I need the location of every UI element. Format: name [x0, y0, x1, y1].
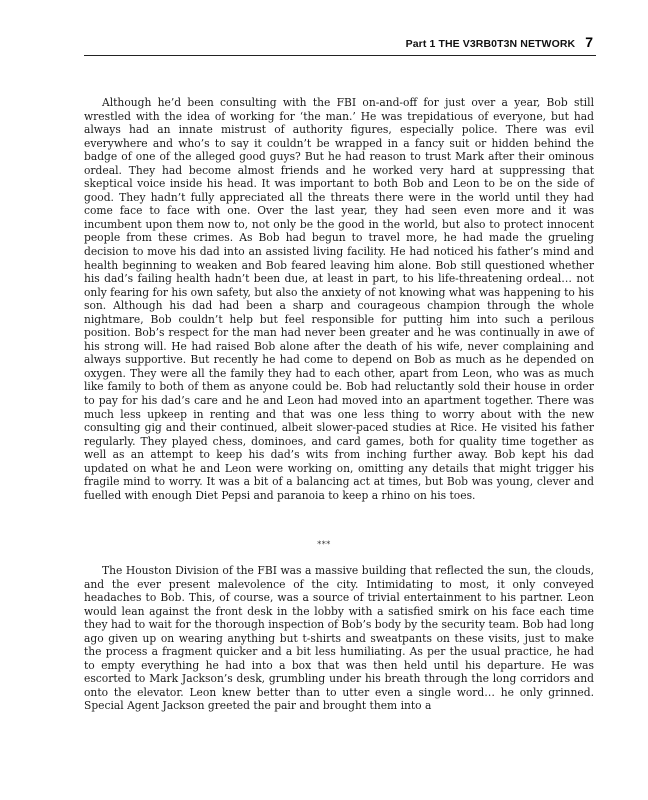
paragraph-block [84, 564, 594, 713]
page-number: 7 [585, 34, 593, 50]
paragraph-block [84, 96, 594, 502]
running-title: Part 1 THE V3RB0T3N NETWORK [405, 38, 576, 50]
paragraph: The Houston Division of the FBI was a massive building that reflected the sun, the clouds, and the ever present malevolence of the city. Intimidating to most, it only conveyed headaches to Bob. This, of course, was a source of trivial entertainment to his partner. Leon would lean against the front desk in the lobby with a satisfied smirk on his face each time they had to wait for the thorough inspection of Bob’s body by the security team. Bob had long ago given up on wearing anything but t-shirts and sweatpants on these visits, just to make the process a fragment quicker and a bit less humiliating. As per the usual practice, he had to empty everything he had into a box that was then held until his departure. He was escorted to Mark Jackson’s desk, grumbling under his breath through the long corridors and onto the elevator. Leon knew better than to utter even a single word… he only grinned. Special Agent Jackson greeted the pair and brought them into a [84, 564, 594, 713]
paragraph: Although he’d been consulting with the FBI on-and-off for just over a year, Bob still wrestled with the idea of working for ‘the man.’ He was trepidatious of everyone, but had always had an innate mistrust of authority figures, especially police. There was evil everywhere and who’s to say it couldn’t be wrapped in a fancy suit or hidden behind the badge of one of the alleged good guys? But he had reason to trust Mark after their ominous ordeal. They had become almost friends and he worked very hard at suppressing that skeptical voice inside his head. It was important to both Bob and Leon to be on the side of good. They hadn’t fully appreciated all the threats there were in the world until they had come face to face with one. Over the last year, they had seen even more and it was incumbent upon them now to, not only be the good in the world, but also to protect innocent people from these crimes. As Bob had begun to travel more, he had made the grueling decision to move his dad into an assisted living facility. He had noticed his father’s mind and health beginning to weaken and Bob feared leaving him alone. Bob still questioned whether his dad’s failing health hadn’t been due, at least in part, to his life-threatening ordeal… not only fearing for his own safety, but also the anxiety of not knowing what was happening to his son. Although his dad had been a sharp and courageous champion through the whole nightmare, Bob couldn’t help but feel responsible for putting him into such a perilous position. Bob’s respect for the man had never been greater and he was continually in awe of his strong will. He had raised Bob alone after the death of his wife, never complaining and always supportive. But recently he had come to depend on Bob as much as he depended on oxygen. They were all the family they had to each other, apart from Leon, who was as much like family to both of them as anyone could be. Bob had reluctantly sold their house in order to pay for his dad’s care and he and Leon had moved into an apartment together. There was much less upkeep in renting and that was one less thing to worry about with the new consulting gig and their continued, albeit slower-paced studies at Rice. He visited his father regularly. They played chess, dominoes, and card games, both for quality time together as well as an attempt to keep his dad’s wits from inching further away. Bob kept his dad updated on what he and Leon were working on, omitting any details that might trigger his fragile mind to worry. It was a bit of a balancing act at times, but Bob was young, clever and fuelled with enough Diet Pepsi and paranoia to keep a rhino on his toes. [84, 96, 594, 502]
section-break: *** [317, 540, 331, 549]
running-head [406, 34, 593, 50]
header-rule [84, 55, 596, 56]
